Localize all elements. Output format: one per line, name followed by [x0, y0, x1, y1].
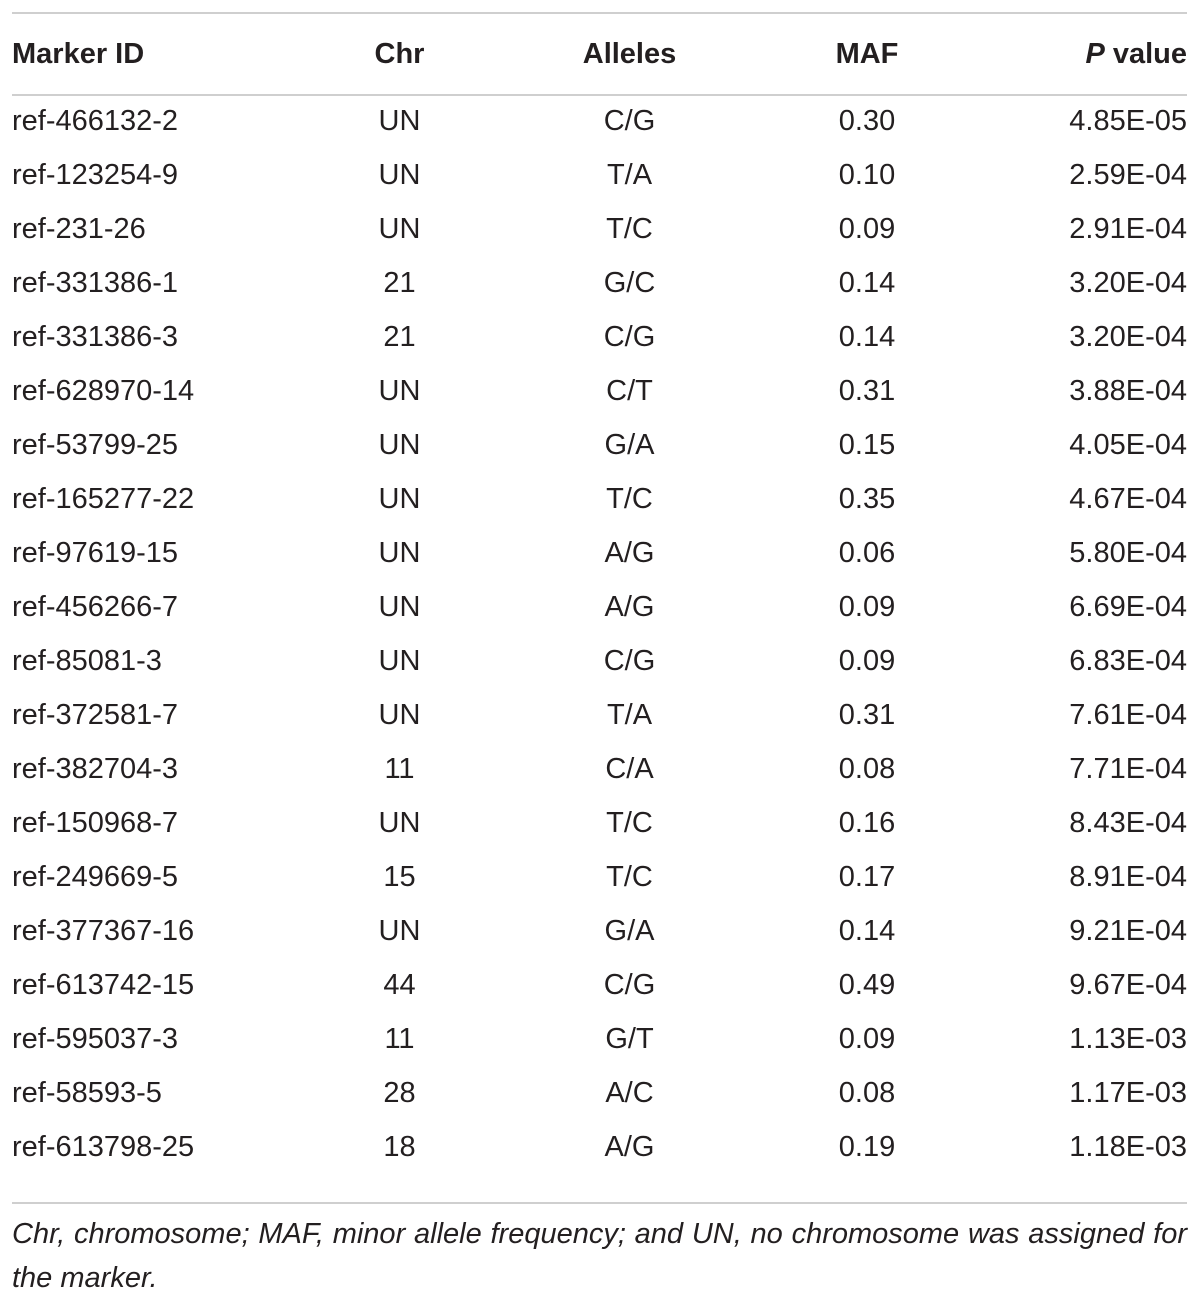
- table-header: [12, 26, 1187, 94]
- cell-maf: 0.19: [838, 1130, 896, 1163]
- cell-alleles: G/A: [604, 914, 655, 947]
- cell-chr: UN: [378, 914, 421, 947]
- table-row: [12, 94, 1187, 148]
- cell-maf: 0.15: [838, 428, 896, 461]
- cell-chr: 15: [383, 860, 416, 893]
- table-row: [12, 958, 1187, 1012]
- cell-marker-id: ref-382704-3: [12, 752, 179, 785]
- cell-p-value: 8.43E-04: [1069, 806, 1187, 839]
- cell-alleles: A/G: [604, 1130, 655, 1163]
- cell-chr: UN: [378, 104, 421, 137]
- cell-maf: 0.08: [838, 1076, 896, 1109]
- cell-p-value: 9.67E-04: [1069, 968, 1187, 1001]
- table-body: [12, 94, 1187, 1174]
- top-rule: [12, 12, 1187, 14]
- cell-alleles: C/G: [603, 320, 656, 353]
- cell-alleles: G/C: [603, 266, 656, 299]
- table-row: [12, 202, 1187, 256]
- cell-alleles: C/A: [605, 752, 654, 785]
- cell-alleles: A/G: [604, 536, 655, 569]
- cell-marker-id: ref-372581-7: [12, 698, 179, 731]
- table-row: [12, 796, 1187, 850]
- table-row: [12, 472, 1187, 526]
- cell-maf: 0.14: [838, 320, 896, 353]
- cell-maf: 0.06: [838, 536, 896, 569]
- table-row: [12, 148, 1187, 202]
- cell-chr: UN: [378, 428, 421, 461]
- cell-maf: 0.09: [838, 590, 896, 623]
- cell-p-value: 1.17E-03: [1069, 1076, 1187, 1109]
- cell-chr: UN: [378, 212, 421, 245]
- table-row: [12, 850, 1187, 904]
- cell-marker-id: ref-595037-3: [12, 1022, 179, 1055]
- cell-p-value: 7.61E-04: [1069, 698, 1187, 731]
- table-row: [12, 580, 1187, 634]
- table-row: [12, 688, 1187, 742]
- cell-alleles: C/G: [603, 968, 656, 1001]
- cell-chr: 21: [383, 320, 416, 353]
- cell-p-value: 8.91E-04: [1069, 860, 1187, 893]
- cell-alleles: A/G: [604, 590, 655, 623]
- cell-alleles: C/T: [606, 374, 653, 407]
- cell-marker-id: ref-613742-15: [12, 968, 195, 1001]
- cell-maf: 0.10: [838, 158, 896, 191]
- cell-p-value: 2.91E-04: [1069, 212, 1187, 245]
- cell-chr: UN: [378, 590, 421, 623]
- table-row: [12, 256, 1187, 310]
- table-row: [12, 742, 1187, 796]
- cell-marker-id: ref-249669-5: [12, 860, 179, 893]
- cell-marker-id: ref-123254-9: [12, 158, 179, 191]
- cell-maf: 0.09: [838, 1022, 896, 1055]
- cell-alleles: T/C: [606, 212, 653, 245]
- bottom-rule: [12, 1202, 1187, 1204]
- cell-marker-id: ref-85081-3: [12, 644, 162, 677]
- header-alleles: Alleles: [582, 37, 677, 70]
- cell-p-value: 6.83E-04: [1069, 644, 1187, 677]
- cell-marker-id: ref-377367-16: [12, 914, 195, 947]
- cell-chr: 11: [384, 752, 415, 785]
- header-maf: MAF: [835, 37, 899, 70]
- cell-alleles: G/A: [604, 428, 655, 461]
- cell-p-value: 4.85E-05: [1069, 104, 1187, 137]
- cell-p-value: 1.13E-03: [1069, 1022, 1187, 1055]
- cell-maf: 0.31: [838, 698, 896, 731]
- cell-alleles: C/G: [603, 644, 656, 677]
- cell-marker-id: ref-331386-1: [12, 266, 179, 299]
- header-spacer: [12, 82, 1187, 94]
- cell-alleles: G/T: [605, 1022, 654, 1055]
- cell-chr: UN: [378, 482, 421, 515]
- header-row: [12, 26, 1187, 82]
- cell-maf: 0.14: [838, 914, 896, 947]
- table-row: [12, 310, 1187, 364]
- cell-p-value: 5.80E-04: [1069, 536, 1187, 569]
- cell-p-value: 7.71E-04: [1069, 752, 1187, 785]
- table-row: [12, 1012, 1187, 1066]
- table-row: [12, 634, 1187, 688]
- table-row: [12, 904, 1187, 958]
- cell-chr: UN: [378, 158, 421, 191]
- cell-p-value: 3.20E-04: [1069, 266, 1187, 299]
- cell-p-value: 2.59E-04: [1069, 158, 1187, 191]
- table-footnote: Chr, chromosome; MAF, minor allele frequency; and UN, no chromosome was assigned for the marker.: [12, 1218, 1187, 1294]
- cell-marker-id: ref-58593-5: [12, 1076, 162, 1109]
- cell-maf: 0.09: [838, 644, 896, 677]
- cell-marker-id: ref-613798-25: [12, 1130, 195, 1163]
- cell-maf: 0.14: [838, 266, 896, 299]
- table-row: [12, 1120, 1187, 1174]
- cell-marker-id: ref-231-26: [12, 212, 146, 245]
- cell-maf: 0.35: [838, 482, 896, 515]
- cell-alleles: T/C: [606, 860, 653, 893]
- cell-maf: 0.17: [838, 860, 896, 893]
- header-p-value: [972, 26, 1187, 82]
- cell-chr: UN: [378, 806, 421, 839]
- cell-maf: 0.30: [838, 104, 896, 137]
- cell-p-value: 6.69E-04: [1069, 590, 1187, 623]
- cell-chr: 28: [383, 1076, 416, 1109]
- cell-marker-id: ref-150968-7: [12, 806, 179, 839]
- table-row: [12, 364, 1187, 418]
- cell-maf: 0.16: [838, 806, 896, 839]
- header-p-value-label: value: [1104, 37, 1187, 70]
- cell-marker-id: ref-628970-14: [12, 374, 195, 407]
- table-row: [12, 418, 1187, 472]
- cell-chr: UN: [378, 374, 421, 407]
- cell-chr: 21: [383, 266, 416, 299]
- cell-marker-id: ref-165277-22: [12, 482, 195, 515]
- header-chr: Chr: [374, 37, 425, 70]
- cell-p-value: 3.20E-04: [1069, 320, 1187, 353]
- cell-marker-id: ref-456266-7: [12, 590, 179, 623]
- cell-maf: 0.08: [838, 752, 896, 785]
- marker-table: [12, 26, 1187, 1174]
- cell-alleles: T/C: [606, 806, 653, 839]
- cell-p-value: 3.88E-04: [1069, 374, 1187, 407]
- cell-marker-id: ref-331386-3: [12, 320, 179, 353]
- table-row: [12, 1066, 1187, 1120]
- cell-chr: UN: [378, 644, 421, 677]
- cell-alleles: T/A: [606, 698, 653, 731]
- table-row: [12, 526, 1187, 580]
- cell-p-value: 1.18E-03: [1069, 1130, 1187, 1163]
- cell-marker-id: ref-466132-2: [12, 104, 179, 137]
- cell-maf: 0.09: [838, 212, 896, 245]
- cell-marker-id: ref-53799-25: [12, 428, 179, 461]
- cell-maf: 0.49: [838, 968, 896, 1001]
- cell-p-value: 4.67E-04: [1069, 482, 1187, 515]
- cell-chr: UN: [378, 698, 421, 731]
- cell-alleles: T/A: [606, 158, 653, 191]
- header-p-value-italic-p: P: [1085, 37, 1105, 70]
- cell-alleles: C/G: [603, 104, 656, 137]
- cell-chr: 11: [384, 1022, 415, 1055]
- header-marker-id: Marker ID: [12, 37, 145, 70]
- cell-marker-id: ref-97619-15: [12, 536, 179, 569]
- cell-alleles: T/C: [606, 482, 653, 515]
- cell-chr: 18: [383, 1130, 416, 1163]
- cell-chr: UN: [378, 536, 421, 569]
- cell-alleles: A/C: [605, 1076, 654, 1109]
- cell-p-value: 4.05E-04: [1069, 428, 1187, 461]
- cell-maf: 0.31: [838, 374, 896, 407]
- cell-chr: 44: [383, 968, 416, 1001]
- cell-p-value: 9.21E-04: [1069, 914, 1187, 947]
